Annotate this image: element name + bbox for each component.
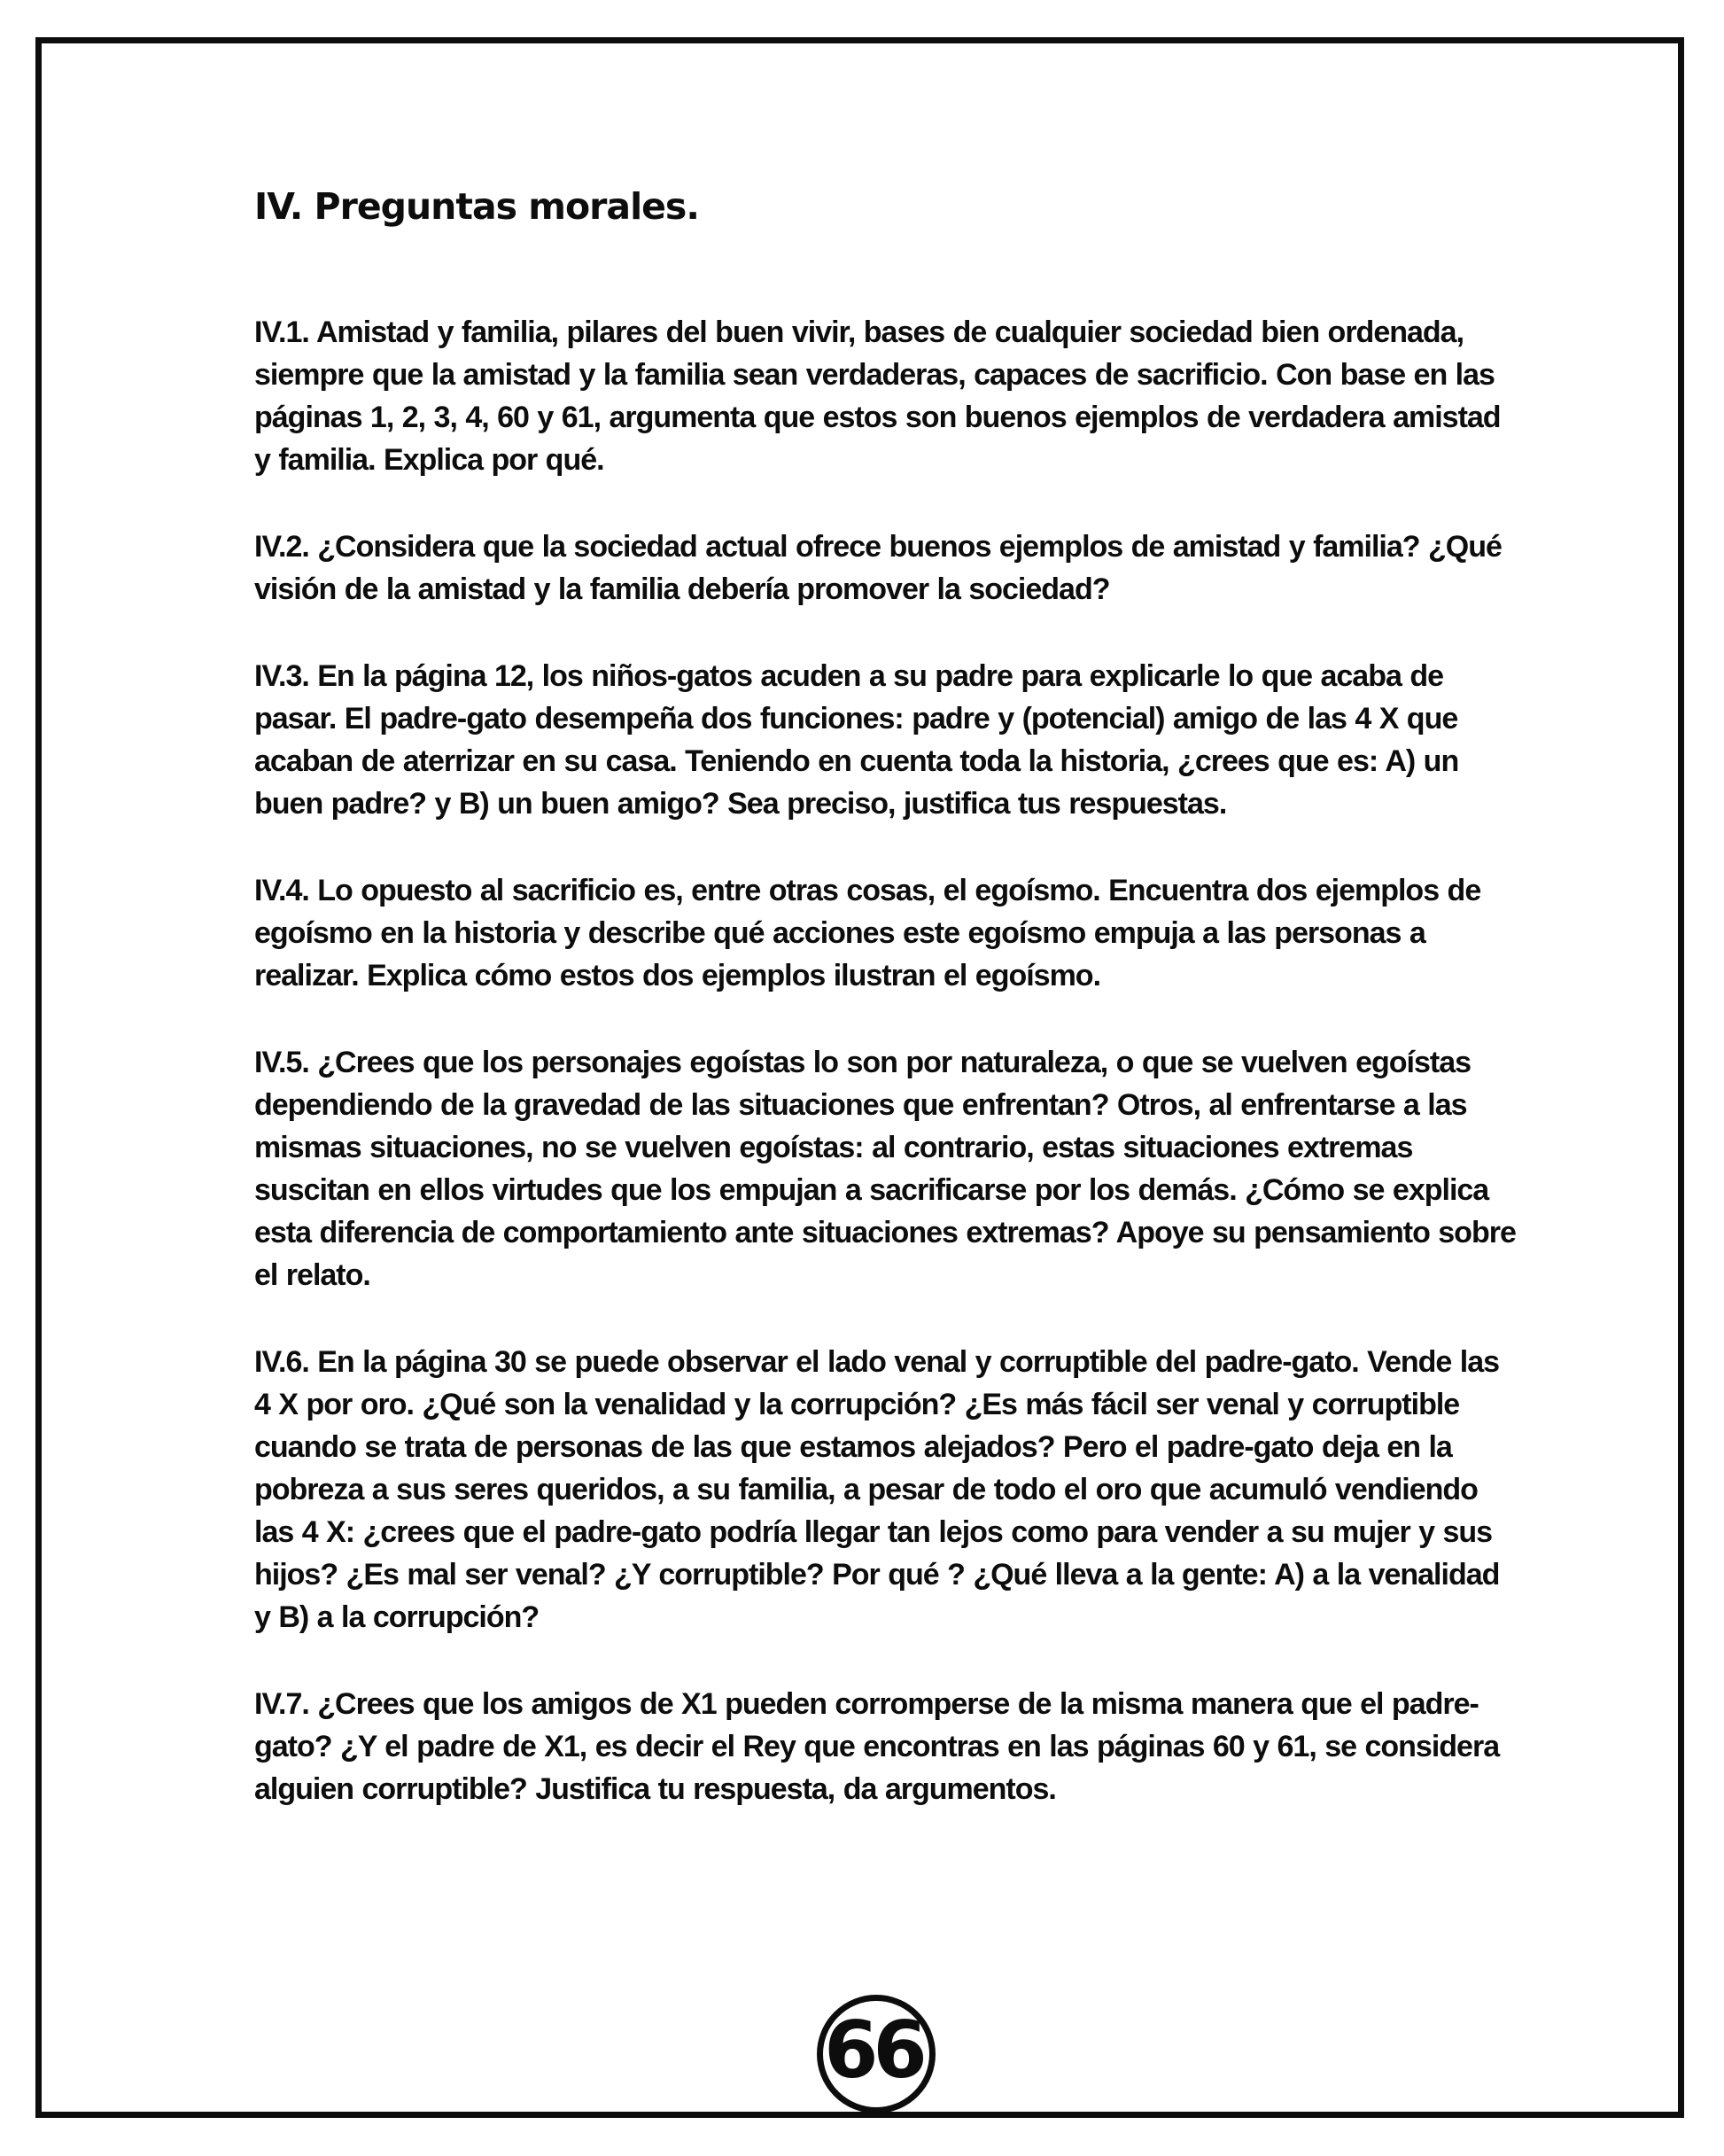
page-content (254, 185, 1523, 1855)
question-iv-7: IV.7. ¿Crees que los amigos de X1 pueden corromperse de la misma manera que el padre-gato? ¿Y el padre de X1, es decir el Rey que encontras en las páginas 60 y 61, se considera alguien corruptible? Justifica tu respuesta, da argumentos. (254, 1687, 1500, 1806)
question-iv-1: IV.1. Amistad y familia, pilares del buen vivir, bases de cualquier sociedad bien ordenada, siempre que la amistad y la familia sean verdaderas, capaces de sacrificio. Con base en las páginas 1, 2, 3, 4, 60 y 61, argumenta que estos son buenos ejemplos de verdadera amistad y familia. Explica por qué. (254, 315, 1501, 477)
page-number-badge (817, 1995, 936, 2113)
question-iv-2: IV.2. ¿Considera que la sociedad actual ofrece buenos ejemplos de amistad y familia? ¿Qué visión de la amistad y la familia debería promover la sociedad? (254, 530, 1502, 606)
question-iv-5: IV.5. ¿Crees que los personajes egoístas lo son por naturaleza, o que se vuelven egoístas dependiendo de la gravedad de las situaciones que enfrentan? Otros, al enfrentarse a las mismas situaciones, no se vuelven egoístas: al contrario, estas situaciones extremas suscitan en ellos virtudes que los empujan a sacrificarse por los demás. ¿Cómo se explica esta diferencia de comportamiento ante situaciones extremas? Apoye su pensamiento sobre el relato. (254, 1046, 1516, 1292)
question-iv-3: IV.3. En la página 12, los niños-gatos acuden a su padre para explicarle lo que acaba de pasar. El padre-gato desempeña dos funciones: padre y (potencial) amigo de las 4 X que acaban de aterrizar en su casa. Teniendo en cuenta toda la historia, ¿crees que es: A) un buen padre? y B) un buen amigo? Sea preciso, justifica tus respuestas. (254, 659, 1459, 821)
page-title: IV. Preguntas morales. (254, 185, 699, 228)
page-number: 66 (824, 2004, 922, 2096)
question-iv-4: IV.4. Lo opuesto al sacrificio es, entre otras cosas, el egoísmo. Encuentra dos ejemplos de egoísmo en la historia y describe qué acciones este egoísmo empuja a las personas a realizar. Explica cómo estos dos ejemplos ilustran el egoísmo. (254, 874, 1481, 992)
question-iv-6: IV.6. En la página 30 se puede observar el lado venal y corruptible del padre-gato. Vende las 4 X por oro. ¿Qué son la venalidad y la corrupción? ¿Es más fácil ser venal y corruptible cuando se trata de personas de las que estamos alejados? Pero el padre-gato deja en la pobreza a sus seres queridos, a su familia, a pesar de todo el oro que acumuló vendiendo las 4 X: ¿crees que el padre-gato podría llegar tan lejos como para vender a su mujer y sus hijos? ¿Es mal ser venal? ¿Y corruptible? Por qué ? ¿Qué lleva a la gente: A) a la venalidad y B) a la corrupción? (254, 1345, 1500, 1634)
page-border-frame (35, 37, 1684, 2118)
